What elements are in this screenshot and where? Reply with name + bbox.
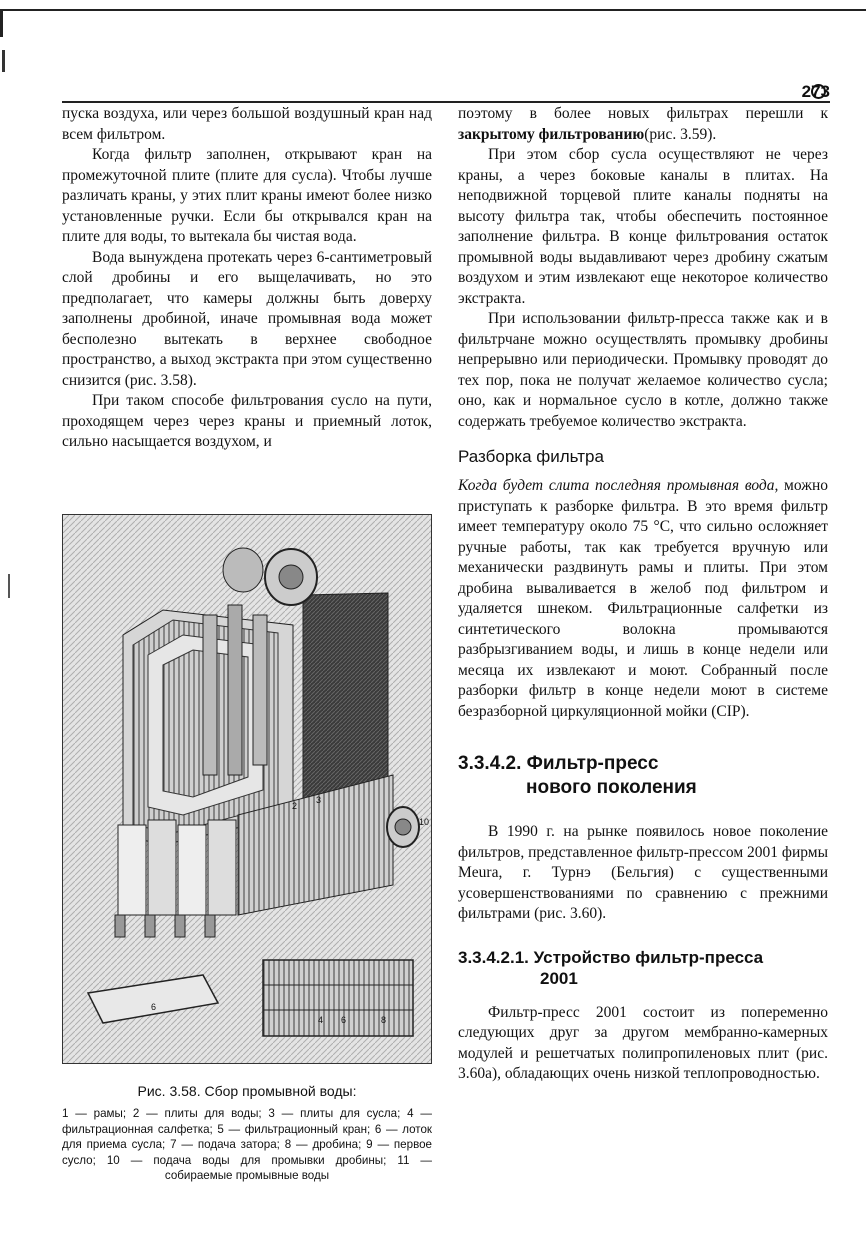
scan-mark <box>0 9 3 37</box>
figure-label: 3 <box>316 795 322 805</box>
heading-line: 2001 <box>540 968 578 988</box>
italic-lead: Когда будет слита последняя промывная вода, <box>458 477 779 494</box>
left-column <box>62 104 432 453</box>
paragraph: В 1990 г. на рынке появилось новое поколение фильтров, представленное фильтр-прессом 2001 фирмы Meura, г. Турнэ (Бельгия) с существенными усовершенствованиями по сравнению с прежними фильтрами (рис. 3.60). <box>458 823 829 922</box>
paragraph: При таком способе фильтрования сусло на пути, проходящем через через краны и приемный лоток, сильно насыщается воздухом, и <box>62 392 432 450</box>
text-run: можно приступать к разборке фильтра. В это время фильтр имеет температуру около 75 °С, что сильно осложняет ручные работы, так как требуется вручную или механически раздвинуть рамы и плиты. При этом дробина вываливается в желоб под фильтром и удаляется шнеком. Фильтрационные салфетки из синтетического волокна промываются разбрызгиванием воды, и лишь в конце недели или месяца их извлекают и моют. Собранный после разборки фильтр в конце недели моют в системе безразборной циркуляционной мойки (CIP). <box>458 477 828 720</box>
paragraph: При использовании фильтр-пресса также как и в фильтрчане можно осуществлять промывку дробины непрерывно или периодически. Промывку проводят до тех пор, пока не получат желаемое количество сусла; оно, как и нормальное сусло в котле, должно также содержать требуемое количество экстракта. <box>458 310 828 430</box>
top-roller <box>223 548 263 592</box>
top-edge-line <box>0 9 866 11</box>
figure-label: 2 <box>292 801 298 811</box>
right-column <box>458 104 828 1085</box>
paragraph: Вода вынуждена протекать через 6-сантиметровый слой дробины и его выщелачивать, но это предполагает, что камеры должны быть доверху заполнены дробиной, иначе промывная вода может бесполезно вытекать в верхнее свободное пространство, а выход экстракта при этом существенно снизится (рис. 3.58). <box>62 248 432 389</box>
paragraph <box>458 476 828 722</box>
section-heading-h3 <box>458 752 828 800</box>
page-marker-icon <box>811 84 826 99</box>
paragraph <box>458 104 828 145</box>
text-run: поэтому в более новых фильтрах перешли к <box>458 105 828 122</box>
paragraph: пуска воздуха, или через большой воздушный кран над всем фильтром. <box>62 105 432 143</box>
heading-line: 3.3.4.2. Фильтр-пресс <box>458 753 659 774</box>
scan-mark <box>8 574 10 598</box>
detail-inset <box>263 960 413 1036</box>
scan-mark <box>2 50 5 72</box>
heading-line: нового поколения <box>526 777 697 798</box>
figure-label: 6 <box>341 1015 347 1025</box>
filter-press-drawing <box>63 515 431 1063</box>
figure-caption-title: Рис. 3.58. Сбор промывной воды: <box>137 1083 357 1099</box>
bold-term: закрытому фильтрованию <box>458 125 645 143</box>
figure-label: 4 <box>318 1015 324 1025</box>
text-run: (рис. 3.59). <box>644 125 717 143</box>
section-heading-h4 <box>458 947 828 989</box>
paragraph: Когда фильтр заполнен, открывают кран на промежуточной плите (плите для сусла). Чтобы лучше различать краны, у этих плит краны имеют более низко установленные ручки. Если бы открывался кран на плите для воды, то вытекала бы чистая вода. <box>62 146 432 245</box>
figure-label: 6 <box>151 1002 157 1012</box>
heading-line: 3.3.4.2.1. Устройство фильтр-пресса <box>458 947 764 967</box>
paragraph: При этом сбор сусла осуществляют не через краны, а через боковые каналы в плитах. На неподвижной торцевой плите каналы подняты на высоту фильтра так, чтобы обеспечить постоянное заполнение фильтра. В конце фильтрования остаток промывной воды выдавливают через дробину сжатым воздухом и этим извлекают еще некоторое количество экстракта. <box>458 146 828 307</box>
header-rule <box>62 101 830 103</box>
page-number: 273 <box>801 82 830 101</box>
figure-label: 8 <box>381 1015 387 1025</box>
paragraph: Фильтр-пресс 2001 состоит из попеременно следующих друг за другом мембранно-камерных модулей и решетчатых полипропиленовых плит (рис. 3.60а), обладающих очень низкой теплопроводностью. <box>458 1003 828 1082</box>
figure-caption-body: 1 — рамы; 2 — плиты для воды; 3 — плиты для сусла; 4 — фильтрационная салфетка; 5 — фильтрационный кран; 6 — лоток для приема сусла; 7 — подача затора; 8 — дробина; 9 — первое сусло; 10 — подача воды для промывки дробины; 11 — собираемые промывные воды <box>62 1107 432 1182</box>
figure-label: 10 <box>419 817 430 827</box>
figure-illustration <box>62 514 432 1064</box>
section-heading: Разборка фильтра <box>458 447 604 466</box>
